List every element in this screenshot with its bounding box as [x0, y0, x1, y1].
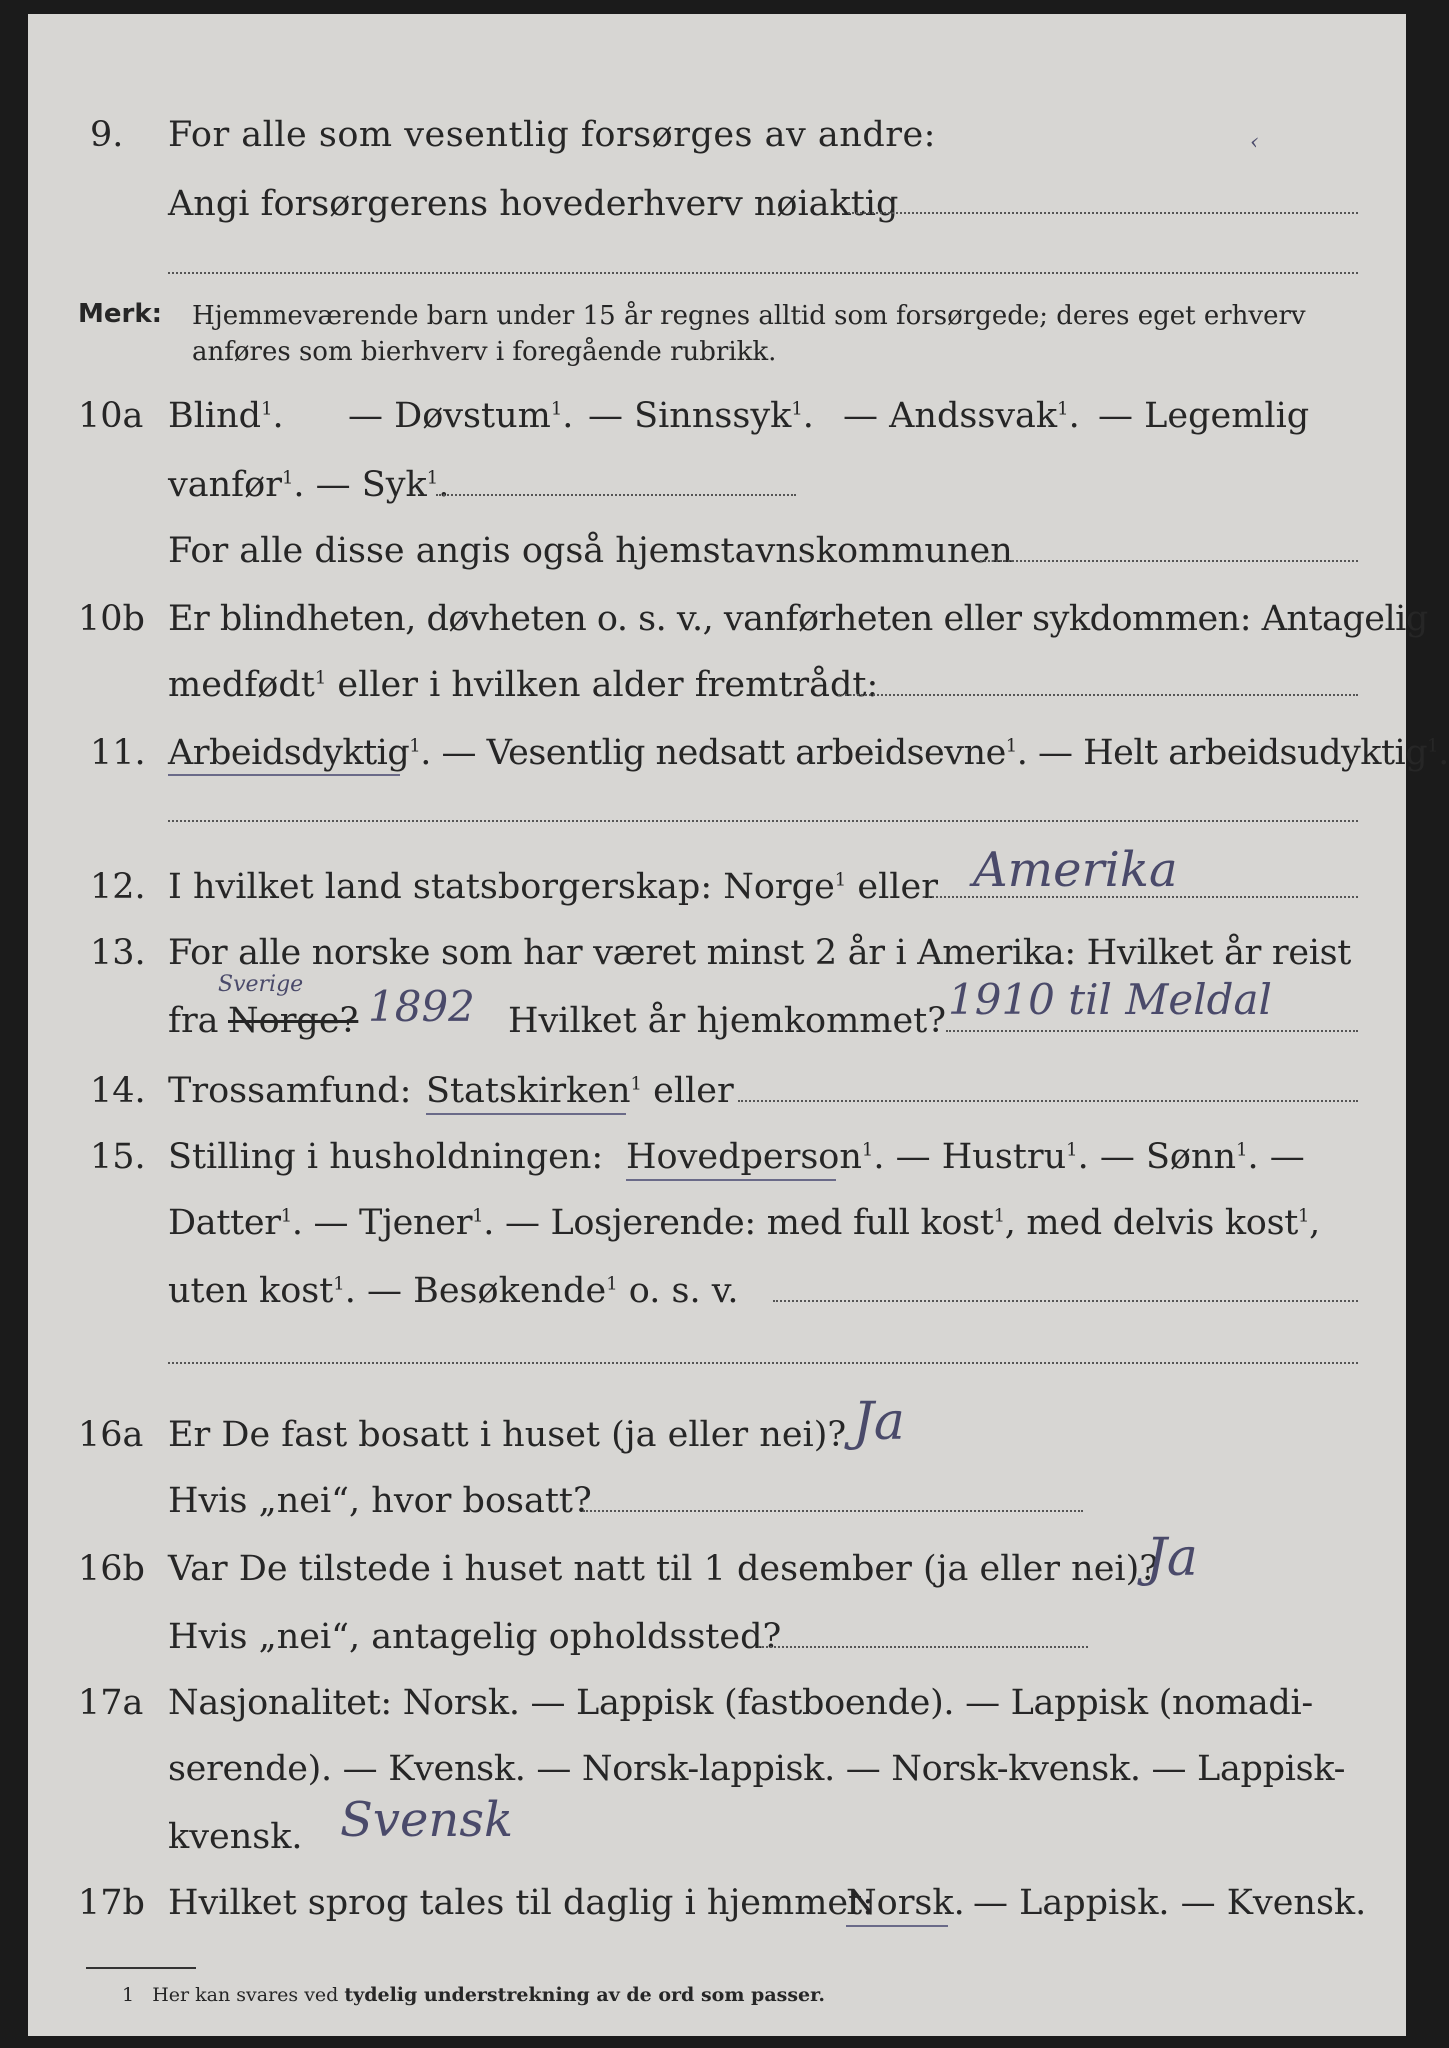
- q9-line1: For alle som vesentlig forsørges av andre:: [168, 115, 936, 155]
- q10b-line2: medfødt$^1$ eller i hvilken alder fremtrådt:: [168, 665, 879, 705]
- q11-number: 11.: [90, 733, 146, 773]
- q10a-home-line[interactable]: [980, 560, 1358, 562]
- q11-handwritten-underline: [168, 774, 400, 776]
- margin-mark: ‹: [1250, 130, 1259, 155]
- footnote-rule: [86, 1967, 196, 1969]
- q16b-answer-line[interactable]: [758, 1646, 1088, 1648]
- q10a-opt3: — Sinnssyk$^1$.: [588, 396, 814, 436]
- q17b-rest: — Lappisk. — Kvensk.: [973, 1883, 1367, 1923]
- q15-line3: uten kost$^1$. — Besøkende$^1$ o. s. v.: [168, 1271, 739, 1311]
- q9-answer-line-2[interactable]: [168, 272, 1358, 274]
- q10a-line3: For alle disse angis også hjemstavnskommunen: [168, 531, 1013, 571]
- q16b-number: 16b: [78, 1549, 145, 1589]
- q15-label: Stilling i husholdningen:: [168, 1137, 604, 1177]
- q12-handwritten-answer: Amerika: [973, 842, 1178, 898]
- q10b-answer-line[interactable]: [838, 694, 1358, 696]
- q14-label: Trossamfund:: [168, 1071, 412, 1111]
- q17a-line1: Nasjonalitet: Norsk. — Lappisk (fastboende). — Lappisk (nomadi-: [168, 1683, 1313, 1723]
- q16a-handwritten-answer: Ja: [853, 1392, 905, 1452]
- q9-answer-line[interactable]: [848, 212, 1358, 214]
- q15-line1: Hovedperson$^1$. — Hustru$^1$. — Sønn$^1$. —: [626, 1137, 1305, 1177]
- q11-line: Arbeidsdyktig$^1$. — Vesentlig nedsatt arbeidsevne$^1$. — Helt arbeidsudyktig$^1$.: [168, 733, 1449, 773]
- q13-handwritten-country: Sverige: [218, 972, 304, 997]
- q10a-number: 10a: [78, 396, 144, 436]
- q14-number: 14.: [90, 1071, 146, 1111]
- q16b-line2: Hvis „nei“, antagelig opholdssted?: [168, 1617, 782, 1657]
- q17b-text: Hvilket sprog tales til daglig i hjemmet:: [168, 1883, 874, 1923]
- q9-number: 9.: [90, 115, 124, 155]
- q9-line2: Angi forsørgerens hovederhverv nøiaktig: [168, 184, 899, 224]
- q16a-number: 16a: [78, 1415, 144, 1455]
- q10a-opt5: — Legemlig: [1098, 396, 1310, 436]
- q15-handwritten-underline: [626, 1179, 836, 1181]
- q16a-line1: Er De fast bosatt i huset (ja eller nei)?: [168, 1415, 847, 1455]
- q14-option-statskirken: Statskirken$^1$ eller: [426, 1071, 734, 1111]
- q17a-line3: kvensk.: [168, 1817, 303, 1857]
- q13-fra: fra: [168, 1001, 219, 1041]
- q10a-opt1: Blind$^1$.: [168, 396, 284, 436]
- q15-number: 15.: [90, 1137, 146, 1177]
- q11-answer-line[interactable]: [168, 820, 1358, 822]
- q13-line1: For alle norske som har været minst 2 år i Amerika: Hvilket år reist: [168, 933, 1352, 973]
- q12-number: 12.: [90, 867, 146, 907]
- q15-answer-line[interactable]: [773, 1300, 1358, 1302]
- q10a-line2: vanfør$^1$. — Syk$^1$.: [168, 465, 450, 505]
- q16b-line1: Var De tilstede i huset natt til 1 desember (ja eller nei)?: [168, 1549, 1159, 1589]
- q13-answer-line[interactable]: [946, 1030, 1358, 1032]
- q15-line2: Datter$^1$. — Tjener$^1$. — Losjerende: med full kost$^1$, med delvis kost$^1$,: [168, 1203, 1320, 1243]
- merk-line1: Hjemmeværende barn under 15 år regnes alltid som forsørgede; deres eget erhverv: [192, 301, 1306, 331]
- q10a-opt4: — Andssvak$^1$.: [843, 396, 1080, 436]
- q14-answer-line[interactable]: [738, 1100, 1358, 1102]
- q10b-line1: Er blindheten, døvheten o. s. v., vanførheten eller sykdommen: Antagelig: [168, 599, 1428, 639]
- footnote: 1 Her kan svares ved tydelig understrekning av de ord som passer.: [122, 1984, 825, 2006]
- census-form-page: [28, 14, 1449, 2036]
- q14-handwritten-underline: [426, 1113, 626, 1115]
- q13-handwritten-year: 1892: [368, 982, 475, 1031]
- q13-handwritten-answer: 1910 til Meldal: [948, 975, 1272, 1024]
- q15-answer-line-2[interactable]: [168, 1362, 1358, 1364]
- q16a-answer-line[interactable]: [583, 1510, 1083, 1512]
- q17a-handwritten-answer: Svensk: [340, 1792, 514, 1848]
- merk-label: Merk:: [78, 299, 163, 329]
- q16b-handwritten-answer: Ja: [1146, 1528, 1198, 1588]
- q12-line: I hvilket land statsborgerskap: Norge$^1$ eller: [168, 867, 938, 907]
- q17b-option-norsk: Norsk.: [846, 1883, 965, 1923]
- q17b-handwritten-underline: [846, 1925, 948, 1927]
- q16a-line2: Hvis „nei“, hvor bosatt?: [168, 1481, 592, 1521]
- q17a-number: 17a: [78, 1683, 144, 1723]
- merk-line2: anføres som bierhverv i foregående rubrikk.: [192, 337, 777, 367]
- q10a-opt2: — Døvstum$^1$.: [348, 396, 574, 436]
- q10a-answer-line[interactable]: [436, 494, 796, 496]
- q17a-line2: serende). — Kvensk. — Norsk-lappisk. — Norsk-kvensk. — Lappisk-: [168, 1749, 1346, 1789]
- q13-number: 13.: [90, 933, 146, 973]
- q17b-number: 17b: [78, 1883, 145, 1923]
- q13-mid: Hvilket år hjemkommet?: [508, 1001, 947, 1041]
- q13-struck-norge: Norge?: [228, 1001, 359, 1041]
- q10b-number: 10b: [78, 599, 145, 639]
